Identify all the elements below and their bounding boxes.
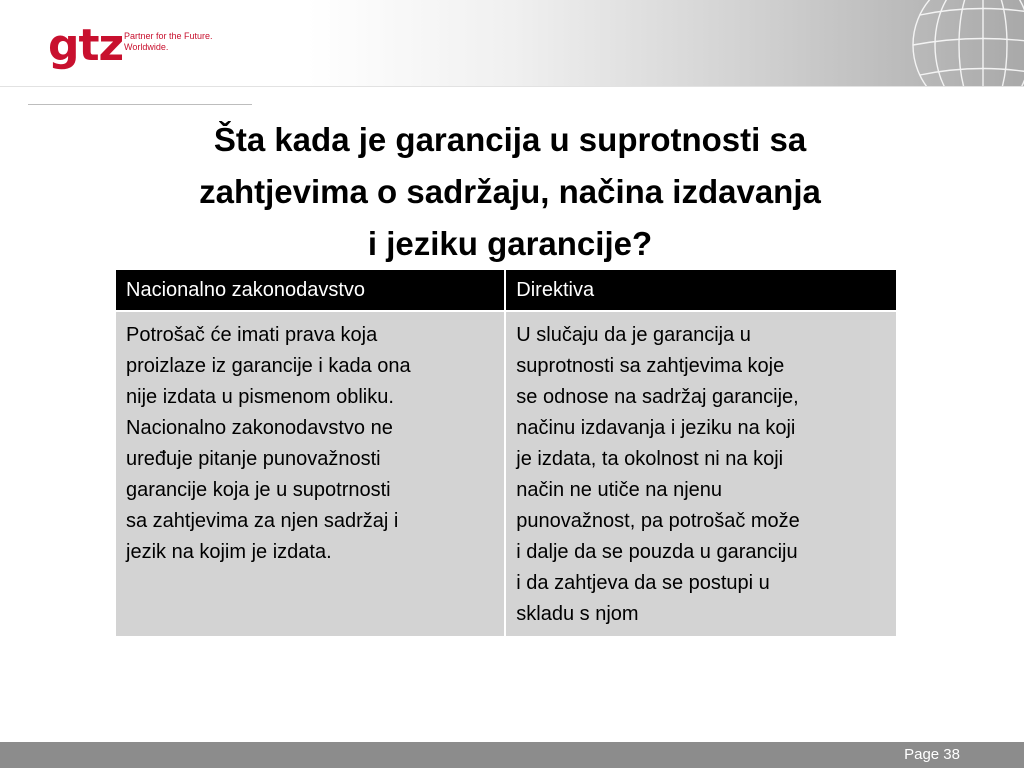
- page-number: Page 38: [904, 746, 960, 763]
- table-row: [116, 311, 896, 636]
- cell-text-line: skladu s njom: [516, 603, 639, 625]
- cell-text-line: suprotnosti sa zahtjevima koje: [516, 355, 785, 377]
- cell-text-line: U slučaju da je garancija u: [516, 324, 751, 346]
- cell-text-line: načinu izdavanja i jeziku na koji: [516, 417, 796, 439]
- table-header-row: [116, 270, 896, 311]
- page-title-line-2: zahtjevima o sadržaju, načina izdavanja: [199, 173, 821, 210]
- cell-text-line: uređuje pitanje punovažnosti: [126, 448, 381, 470]
- comparison-table: [116, 270, 896, 636]
- cell-directive: [505, 311, 896, 636]
- cell-text-line: i da zahtjeva da se postupi u: [516, 572, 770, 594]
- page-title-line-1: Šta kada je garancija u suprotnosti sa: [213, 121, 807, 158]
- cell-text-line: proizlaze iz garancije i kada ona: [126, 355, 411, 377]
- title-separator-line: [28, 104, 252, 105]
- logo-tagline-line-2: Worldwide.: [124, 42, 169, 52]
- header-band: [0, 0, 1024, 86]
- logo-tagline: [124, 31, 213, 53]
- globe-icon: [888, 0, 1024, 86]
- cell-text-line: način ne utiče na njenu: [516, 479, 723, 501]
- cell-text-line: Nacionalno zakonodavstvo ne: [126, 417, 393, 439]
- cell-text-line: jezik na kojim je izdata.: [126, 541, 332, 563]
- header-divider: [0, 86, 1024, 87]
- header-national-law: Nacionalno zakonodavstvo: [116, 270, 505, 311]
- cell-text-line: garancije koja je u supotrnosti: [126, 479, 391, 501]
- cell-text-line: punovažnost, pa potrošač može: [516, 510, 800, 532]
- page-title: [110, 114, 910, 270]
- logo-tagline-line-1: Partner for the Future.: [124, 31, 213, 41]
- cell-text-line: je izdata, ta okolnost ni na koji: [516, 448, 784, 470]
- cell-text-line: sa zahtjevima za njen sadržaj i: [126, 510, 399, 532]
- cell-national-law: [116, 311, 505, 636]
- logo-wordmark: gtz: [48, 20, 124, 71]
- footer-bar: [0, 742, 1024, 768]
- page-title-line-3: i jeziku garancije?: [367, 225, 653, 262]
- header-directive: Direktiva: [505, 270, 896, 311]
- cell-text-line: se odnose na sadržaj garancije,: [516, 386, 799, 408]
- cell-text-line: Potrošač će imati prava koja: [126, 324, 378, 346]
- cell-text-line: i dalje da se pouzda u garanciju: [516, 541, 798, 563]
- cell-text-line: nije izdata u pismenom obliku.: [126, 386, 394, 408]
